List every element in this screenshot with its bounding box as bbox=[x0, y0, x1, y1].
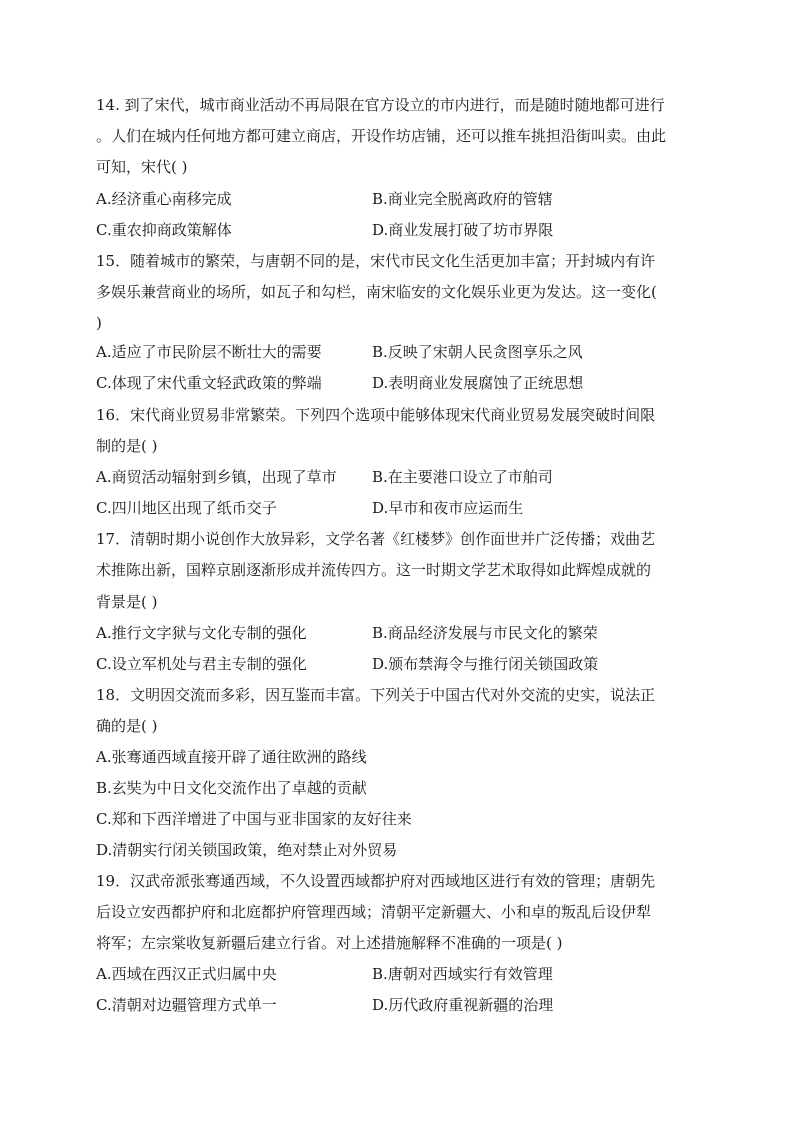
question-19-option-b: B.唐朝对西域实行有效管理 bbox=[372, 965, 553, 983]
question-19-line-2: 后设立安西都护府和北庭都护府管理西域；清朝平定新疆大、小和卓的叛乱后设伊犁 bbox=[96, 903, 652, 921]
question-16-line-2: 制的是( ) bbox=[96, 437, 158, 455]
question-14-option-b: B.商业完全脱离政府的管辖 bbox=[372, 190, 553, 208]
question-16-line-1: 16．宋代商业贸易非常繁荣。下列四个选项中能够体现宋代商业贸易发展突破时间限 bbox=[96, 406, 656, 424]
question-14-option-d: D.商业发展打破了坊市界限 bbox=[372, 221, 554, 239]
question-17-option-a: A.推行文字狱与文化专制的强化 bbox=[96, 624, 307, 642]
question-17-line-3: 背景是( ) bbox=[96, 593, 158, 611]
question-14-option-a: A.经济重心南移完成 bbox=[96, 190, 232, 208]
question-15-option-d: D.表明商业发展腐蚀了正统思想 bbox=[372, 374, 584, 392]
question-14-line-2: 。人们在城内任何地方都可建立商店，开设作坊店铺，还可以推车挑担沿街叫卖。由此 bbox=[96, 127, 667, 145]
question-16-option-b: B.在主要港口设立了市舶司 bbox=[372, 468, 553, 486]
question-17-option-d: D.颁布禁海令与推行闭关锁国政策 bbox=[372, 655, 599, 673]
question-16-option-d: D.早市和夜市应运而生 bbox=[372, 499, 524, 517]
question-16-option-a: A.商贸活动辐射到乡镇，出现了草市 bbox=[96, 468, 337, 486]
question-17-line-1: 17．清朝时期小说创作大放异彩，文学名著《红楼梦》创作面世并广泛传播；戏曲艺 bbox=[96, 530, 656, 548]
question-18-option-c: C.郑和下西洋增进了中国与亚非国家的友好往来 bbox=[96, 810, 412, 828]
question-18-line-2: 确的是( ) bbox=[96, 717, 158, 735]
question-14-option-c: C.重农抑商政策解体 bbox=[96, 221, 232, 239]
question-19-line-1: 19．汉武帝派张骞通西域，不久设置西域都护府对西域地区进行有效的管理；唐朝先 bbox=[96, 872, 656, 890]
question-15-line-3: ) bbox=[96, 314, 102, 332]
question-14-line-3: 可知，宋代( ) bbox=[96, 158, 188, 176]
question-18-option-d: D.清朝实行闭关锁国政策，绝对禁止对外贸易 bbox=[96, 841, 398, 859]
question-15-option-b: B.反映了宋朝人民贪图享乐之风 bbox=[372, 343, 583, 361]
question-15-option-c: C.体现了宋代重文轻武政策的弊端 bbox=[96, 374, 322, 392]
question-17-option-c: C.设立军机处与君主专制的强化 bbox=[96, 655, 307, 673]
question-18-line-1: 18．文明因交流而多彩，因互鉴而丰富。下列关于中国古代对外交流的史实，说法正 bbox=[96, 686, 656, 704]
question-15-option-a: A.适应了市民阶层不断壮大的需要 bbox=[96, 343, 322, 361]
question-14-line-1: 14. 到了宋代，城市商业活动不再局限在官方设立的市内进行，而是随时随地都可进行 bbox=[96, 96, 665, 114]
question-18-option-a: A.张骞通西域直接开辟了通往欧洲的路线 bbox=[96, 748, 367, 766]
question-15-line-2: 多娱乐兼营商业的场所，如瓦子和勾栏，南宋临安的文化娱乐业更为发达。这一变化( bbox=[96, 283, 657, 301]
question-17-option-b: B.商品经济发展与市民文化的繁荣 bbox=[372, 624, 598, 642]
question-18-option-b: B.玄奘为中日文化交流作出了卓越的贡献 bbox=[96, 779, 367, 797]
question-16-option-c: C.四川地区出现了纸币交子 bbox=[96, 499, 277, 517]
question-15-line-1: 15．随着城市的繁荣，与唐朝不同的是，宋代市民文化生活更加丰富；开封城内有许 bbox=[96, 252, 656, 270]
question-19-option-d: D.历代政府重视新疆的治理 bbox=[372, 996, 554, 1014]
question-19-line-3: 将军；左宗棠收复新疆后建立行省。对上述措施解释不准确的一项是( ) bbox=[96, 934, 563, 952]
question-17-line-2: 术推陈出新，国粹京剧逐渐形成并流传四方。这一时期文学艺术取得如此辉煌成就的 bbox=[96, 561, 652, 579]
question-19-option-c: C.清朝对边疆管理方式单一 bbox=[96, 996, 277, 1014]
question-19-option-a: A.西域在西汉正式归属中央 bbox=[96, 965, 277, 983]
